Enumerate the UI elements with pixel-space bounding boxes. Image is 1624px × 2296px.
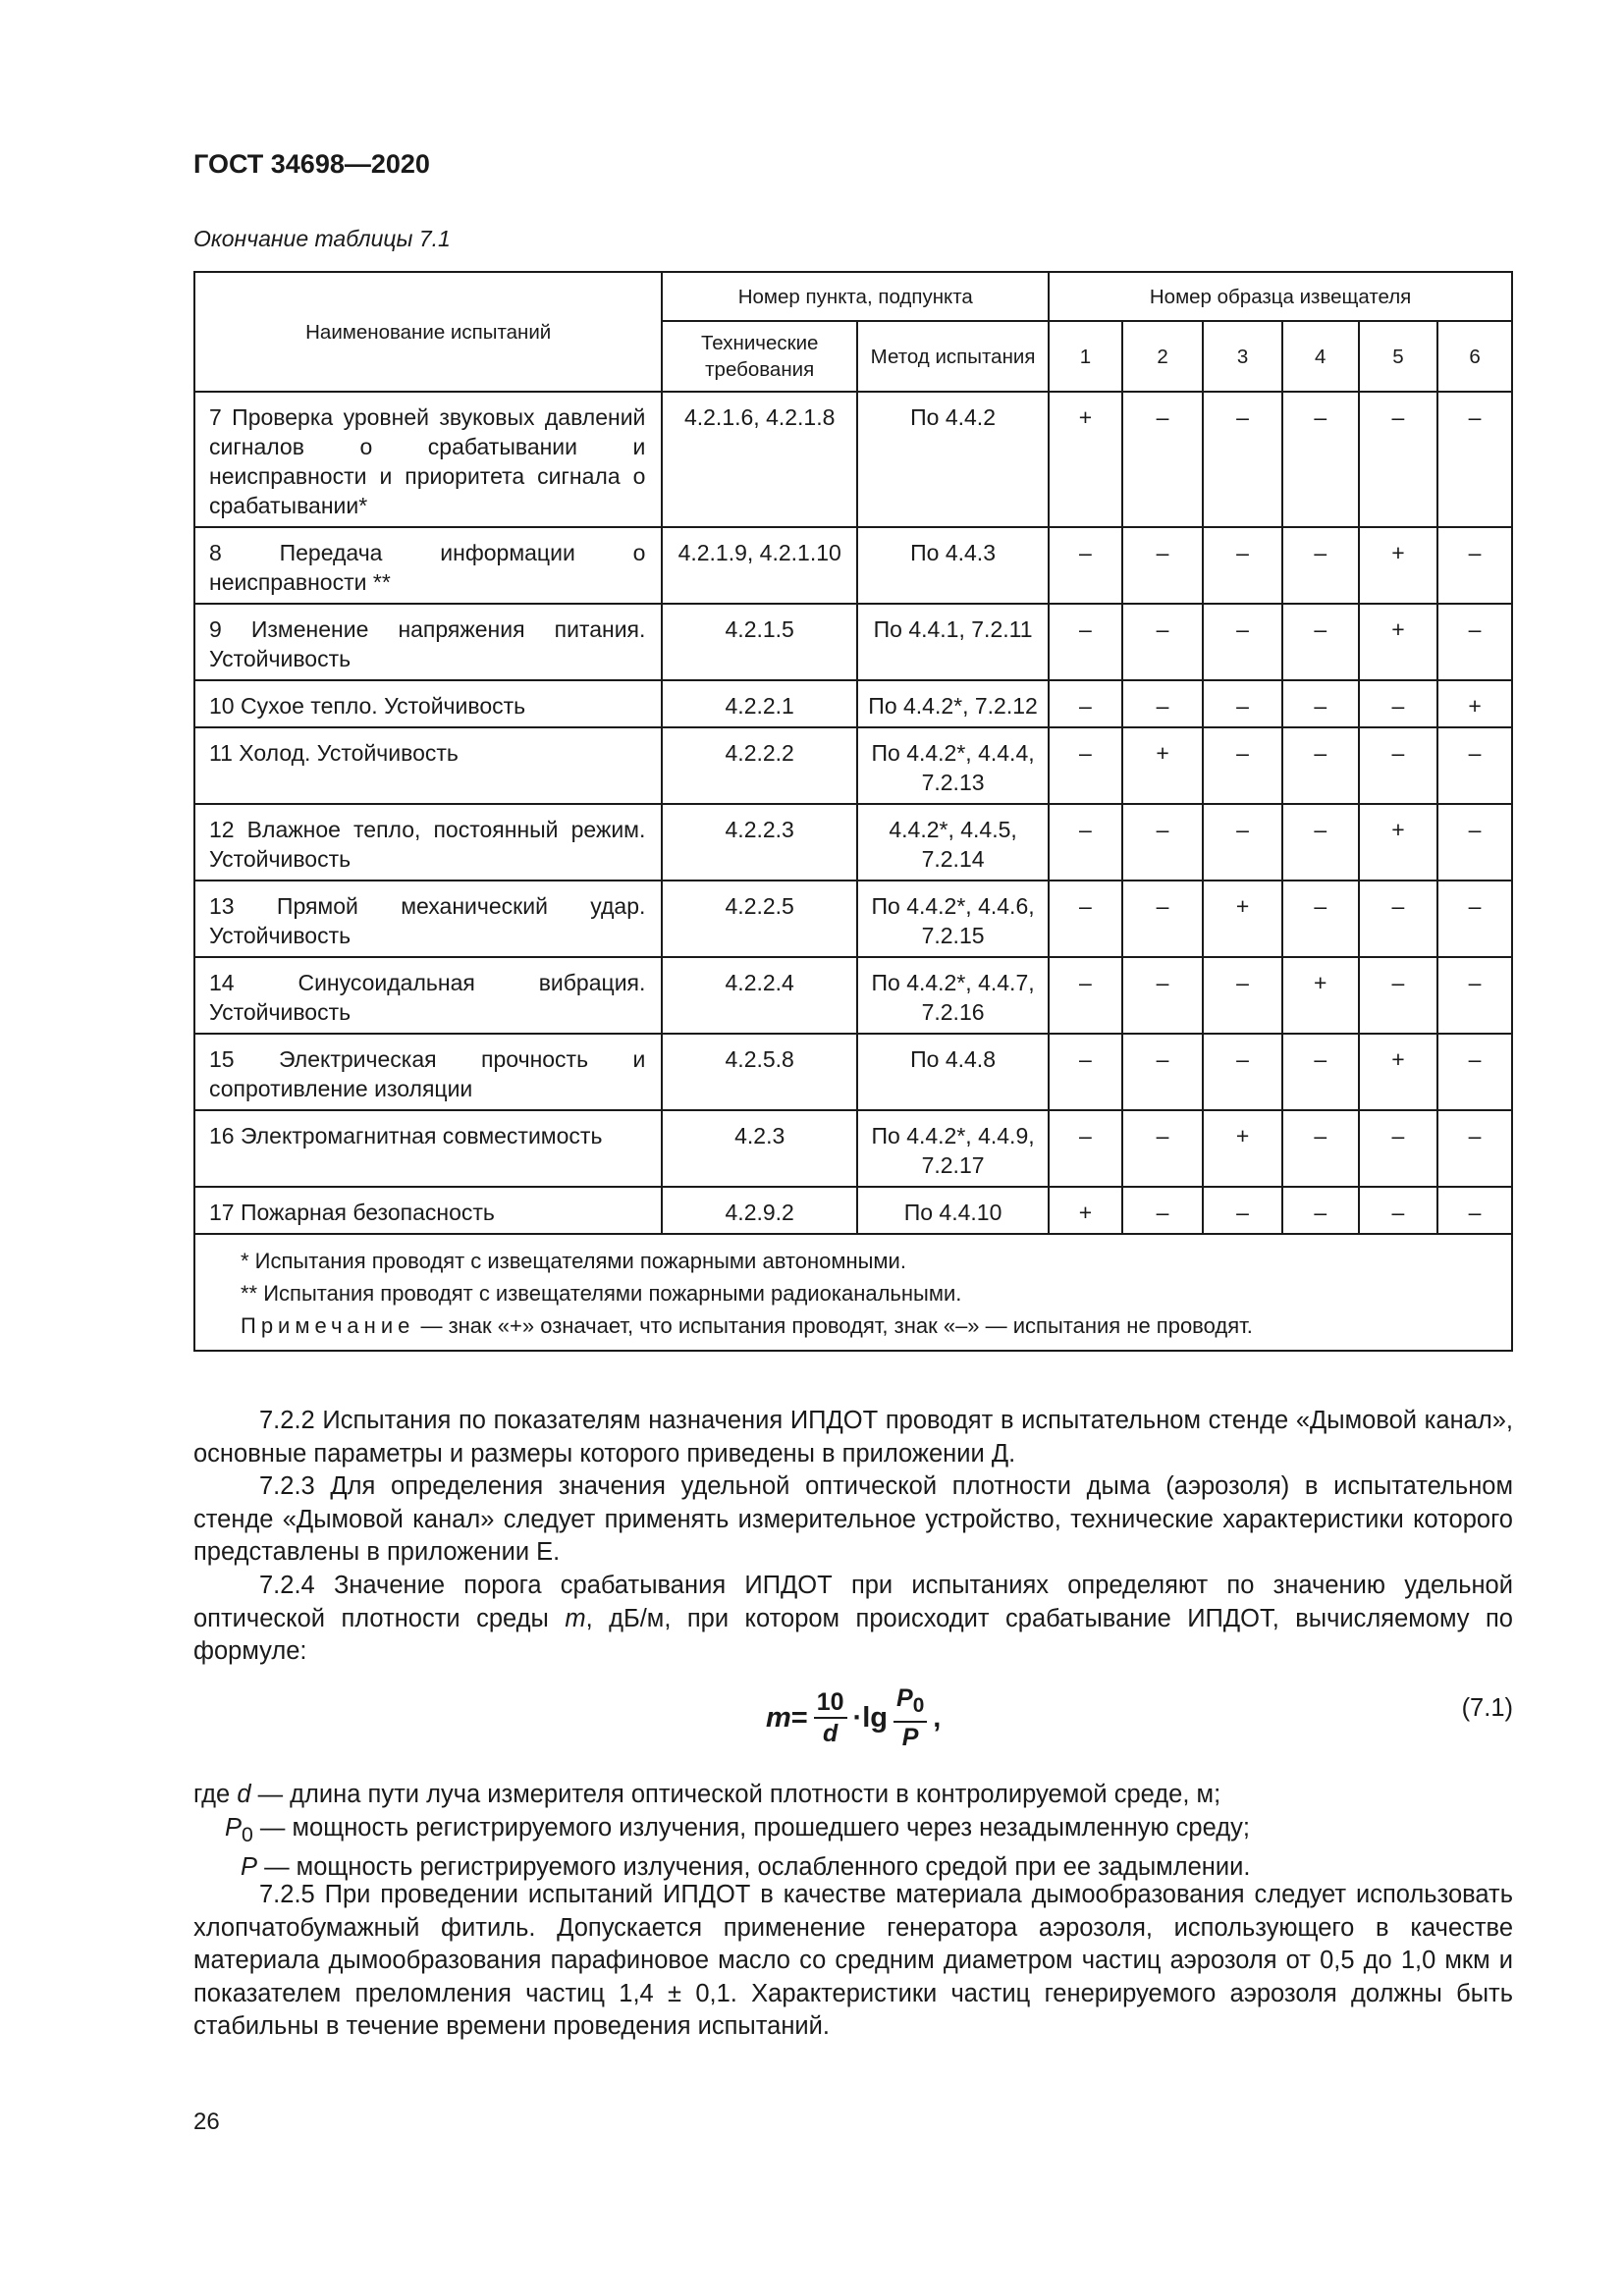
fraction-numerator: 10 [814, 1687, 847, 1719]
sample-1-mark-cell: – [1049, 680, 1122, 727]
document-code-header: ГОСТ 34698—2020 [193, 149, 430, 179]
sample-4-mark-cell: – [1282, 804, 1359, 881]
sample-6-mark-cell: + [1437, 680, 1512, 727]
sample-6-mark-cell: – [1437, 604, 1512, 680]
legend-p0 [193, 1812, 1513, 1852]
formula-p0-symbol: P [896, 1684, 913, 1712]
fraction-p0-over-p [893, 1683, 927, 1752]
sample-6-mark-cell: – [1437, 392, 1512, 527]
sample-6-mark-cell: – [1437, 804, 1512, 881]
sample-3-mark-cell: – [1203, 957, 1281, 1034]
legend-d-symbol: d [237, 1781, 251, 1808]
sample-5-mark-cell: + [1359, 604, 1437, 680]
test-name-cell: 9 Изменение напряжения питания. Устойчивость [194, 604, 662, 680]
tech-requirement-cell: 4.2.9.2 [662, 1187, 857, 1234]
sample-3-mark-cell: – [1203, 804, 1281, 881]
test-method-cell: По 4.4.2 [857, 392, 1049, 527]
table-row [194, 1187, 1512, 1234]
tech-requirement-cell: 4.2.1.5 [662, 604, 857, 680]
tech-requirement-cell: 4.2.2.1 [662, 680, 857, 727]
test-name-cell: 10 Сухое тепло. Устойчивость [194, 680, 662, 727]
sample-5-mark-cell: – [1359, 1110, 1437, 1187]
paragraph-7-2-3-text: 7.2.3 Для определения значения удельной оптической плотности дыма (аэрозоля) в испытательном стенде «Дымовой канал» следует применять измерительное устройство, технические характеристики которого представлены в приложении Е. [193, 1472, 1513, 1566]
tech-requirement-cell: 4.2.3 [662, 1110, 857, 1187]
sample-5-mark-cell: – [1359, 680, 1437, 727]
test-name-cell: 7 Проверка уровней звуковых давлений сигналов о срабатывании и неисправности и приоритета сигнала о срабатывании* [194, 392, 662, 527]
header-test-name: Наименование испытаний [194, 272, 662, 392]
sample-2-mark-cell: – [1122, 804, 1204, 881]
test-name-cell: 11 Холод. Устойчивость [194, 727, 662, 804]
paragraph-7-2-5-text: 7.2.5 При проведении испытаний ИПДОТ в качестве материала дымообразования следует использовать хлопчатобумажный фитиль. Допускается применение генератора аэрозоля, использующего в качестве материала дымообразования парафиновое масло со средним диаметром частиц аэрозоля от 0,5 до 1,0 мкм и показателем преломления частиц 1,4 ± 0,1. Характеристики частиц генерируемого аэрозоля должны быть стабильны в течение времени проведения испытаний. [193, 1881, 1513, 2040]
footnote-autonomous: * Испытания проводят с извещателями пожарными автономными. [241, 1249, 906, 1273]
sample-5-mark-cell: – [1359, 881, 1437, 957]
test-method-cell: По 4.4.2*, 4.4.9, 7.2.17 [857, 1110, 1049, 1187]
sample-1-mark-cell: – [1049, 1110, 1122, 1187]
sample-4-mark-cell: – [1282, 392, 1359, 527]
sample-1-mark-cell: – [1049, 957, 1122, 1034]
sample-2-mark-cell: – [1122, 957, 1204, 1034]
legend-p-symbol: P [241, 1853, 258, 1882]
sample-4-mark-cell: – [1282, 727, 1359, 804]
sample-3-mark-cell: – [1203, 527, 1281, 604]
tech-requirement-cell: 4.2.2.2 [662, 727, 857, 804]
page-number: 26 [193, 2109, 220, 2135]
test-method-cell: По 4.4.3 [857, 527, 1049, 604]
sample-6-mark-cell: – [1437, 1110, 1512, 1187]
sample-3-mark-cell: – [1203, 680, 1281, 727]
fraction-p0 [893, 1683, 927, 1723]
test-name-cell: 13 Прямой механический удар. Устойчивость [194, 881, 662, 957]
sample-4-mark-cell: – [1282, 1110, 1359, 1187]
header-tech-requirements: Технические требования [662, 321, 857, 392]
legend-p-text: — мощность регистрируемого излучения, ослабленного средой при ее задымлении. [257, 1853, 1251, 1882]
sample-1-mark-cell: – [1049, 527, 1122, 604]
sample-4-mark-cell: – [1282, 1034, 1359, 1110]
header-sample-6: 6 [1437, 321, 1512, 392]
tech-requirement-cell: 4.2.1.9, 4.2.1.10 [662, 527, 857, 604]
sample-2-mark-cell: + [1122, 727, 1204, 804]
sample-6-mark-cell: – [1437, 1187, 1512, 1234]
header-clause-group: Номер пункта, подпункта [662, 272, 1049, 321]
header-sample-2: 2 [1122, 321, 1204, 392]
formula-lg: lg [862, 1701, 888, 1734]
sample-2-mark-cell: – [1122, 527, 1204, 604]
legend-p0-symbol: P [225, 1813, 243, 1842]
header-sample-1: 1 [1049, 321, 1122, 392]
sample-1-mark-cell: – [1049, 1034, 1122, 1110]
test-name-cell: 8 Передача информации о неисправности ** [194, 527, 662, 604]
sample-1-mark-cell: – [1049, 804, 1122, 881]
sample-3-mark-cell: – [1203, 392, 1281, 527]
table-row [194, 957, 1512, 1034]
test-name-cell: 16 Электромагнитная совместимость [194, 1110, 662, 1187]
fraction-denominator: d [823, 1720, 839, 1747]
sample-6-mark-cell: – [1437, 957, 1512, 1034]
sample-1-mark-cell: + [1049, 392, 1122, 527]
sample-2-mark-cell: – [1122, 1110, 1204, 1187]
test-name-cell: 17 Пожарная безопасность [194, 1187, 662, 1234]
table-row [194, 392, 1512, 527]
table-row [194, 1110, 1512, 1187]
header-test-method: Метод испытания [857, 321, 1049, 392]
tech-requirement-cell: 4.2.2.5 [662, 881, 857, 957]
table-row [194, 727, 1512, 804]
test-name-cell: 15 Электрическая прочность и сопротивление изоляции [194, 1034, 662, 1110]
sample-1-mark-cell: + [1049, 1187, 1122, 1234]
sample-2-mark-cell: – [1122, 392, 1204, 527]
fraction-10-over-d [814, 1687, 847, 1748]
paragraph-7-2-4-text [193, 1570, 1513, 1669]
sample-4-mark-cell: + [1282, 957, 1359, 1034]
paragraph-7-2-3 [193, 1470, 1513, 1570]
sample-4-mark-cell: – [1282, 680, 1359, 727]
sample-1-mark-cell: – [1049, 727, 1122, 804]
legend-p0-subscript: 0 [242, 1822, 253, 1846]
footnote-radio: ** Испытания проводят с извещателями пожарными радиоканальными. [241, 1281, 962, 1306]
sample-5-mark-cell: – [1359, 392, 1437, 527]
sample-4-mark-cell: – [1282, 527, 1359, 604]
test-method-cell: По 4.4.2*, 7.2.12 [857, 680, 1049, 727]
sample-5-mark-cell: – [1359, 727, 1437, 804]
sample-5-mark-cell: + [1359, 527, 1437, 604]
sample-1-mark-cell: – [1049, 881, 1122, 957]
sample-4-mark-cell: – [1282, 1187, 1359, 1234]
legend-d [193, 1779, 1513, 1812]
formula-equals: = [790, 1701, 808, 1734]
legend-d-text: — длина пути луча измерителя оптической плотности в контролируемой среде, м; [250, 1781, 1221, 1808]
table-row [194, 1034, 1512, 1110]
paragraph-7-2-5 [193, 1879, 1513, 2044]
sample-4-mark-cell: – [1282, 881, 1359, 957]
test-name-cell: 12 Влажное тепло, постоянный режим. Устойчивость [194, 804, 662, 881]
sample-2-mark-cell: – [1122, 604, 1204, 680]
tech-requirement-cell: 4.2.1.6, 4.2.1.8 [662, 392, 857, 527]
table-row [194, 881, 1512, 957]
sample-3-mark-cell: + [1203, 1110, 1281, 1187]
legend-where: где [193, 1781, 238, 1808]
test-method-cell: 4.4.2*, 4.4.5, 7.2.14 [857, 804, 1049, 881]
header-sample-group: Номер образца извещателя [1049, 272, 1512, 321]
header-sample-4: 4 [1282, 321, 1359, 392]
formula-7-1 [766, 1683, 941, 1752]
test-method-cell: По 4.4.8 [857, 1034, 1049, 1110]
sample-1-mark-cell: – [1049, 604, 1122, 680]
tech-requirement-cell: 4.2.5.8 [662, 1034, 857, 1110]
table-footnotes [194, 1234, 1512, 1351]
note-text: — знак «+» означает, что испытания проводят, знак «–» — испытания не проводят. [414, 1313, 1253, 1338]
table-body [194, 392, 1512, 1351]
legend-p0-text: — мощность регистрируемого излучения, прошедшего через незадымленную среду; [252, 1813, 1250, 1842]
formula-dot: · [852, 1701, 863, 1734]
sample-5-mark-cell: + [1359, 804, 1437, 881]
table-row [194, 804, 1512, 881]
table-row [194, 527, 1512, 604]
formula-lhs: m [766, 1701, 791, 1734]
tech-requirement-cell: 4.2.2.3 [662, 804, 857, 881]
formula-legend [193, 1779, 1513, 1885]
paragraph-7-2-4 [193, 1570, 1513, 1669]
sample-3-mark-cell: – [1203, 604, 1281, 680]
test-method-cell: По 4.4.10 [857, 1187, 1049, 1234]
sample-5-mark-cell: – [1359, 957, 1437, 1034]
table-note [241, 1309, 1497, 1342]
variable-m: m [565, 1604, 586, 1632]
test-method-cell: По 4.4.2*, 4.4.4, 7.2.13 [857, 727, 1049, 804]
paragraph-7-2-4-part-b: , дБ/м, при котором происходит срабатывание ИПДОТ, вычисляемому по формуле: [193, 1604, 1513, 1665]
fraction-p: P [901, 1724, 919, 1751]
table-footnotes-row [194, 1234, 1512, 1351]
sample-3-mark-cell: – [1203, 1034, 1281, 1110]
header-sample-5: 5 [1359, 321, 1437, 392]
test-method-cell: По 4.4.2*, 4.4.6, 7.2.15 [857, 881, 1049, 957]
sample-3-mark-cell: – [1203, 1187, 1281, 1234]
sample-6-mark-cell: – [1437, 727, 1512, 804]
paragraph-7-2-2-text: 7.2.2 Испытания по показателям назначения ИПДОТ проводят в испытательном стенде «Дымовой канал», основные параметры и размеры которого приведены в приложении Д. [193, 1407, 1513, 1468]
table-caption: Окончание таблицы 7.1 [193, 226, 451, 251]
paragraph-7-2-4-part-a: 7.2.4 Значение порога срабатывания ИПДОТ при испытаниях определяют по значению удельной оптической плотности среды [193, 1572, 1513, 1632]
formula-comma: , [933, 1701, 942, 1734]
sample-2-mark-cell: – [1122, 680, 1204, 727]
table-row [194, 604, 1512, 680]
tech-requirement-cell: 4.2.2.4 [662, 957, 857, 1034]
sample-3-mark-cell: – [1203, 727, 1281, 804]
sample-3-mark-cell: + [1203, 881, 1281, 957]
sample-2-mark-cell: – [1122, 1187, 1204, 1234]
sample-2-mark-cell: – [1122, 1034, 1204, 1110]
sample-6-mark-cell: – [1437, 527, 1512, 604]
test-method-cell: По 4.4.1, 7.2.11 [857, 604, 1049, 680]
sample-2-mark-cell: – [1122, 881, 1204, 957]
test-name-cell: 14 Синусоидальная вибрация. Устойчивость [194, 957, 662, 1034]
tests-table [193, 271, 1513, 1352]
test-method-cell: По 4.4.2*, 4.4.7, 7.2.16 [857, 957, 1049, 1034]
sample-5-mark-cell: – [1359, 1187, 1437, 1234]
formula-number: (7.1) [1461, 1694, 1513, 1722]
header-sample-3: 3 [1203, 321, 1281, 392]
sample-5-mark-cell: + [1359, 1034, 1437, 1110]
sample-6-mark-cell: – [1437, 1034, 1512, 1110]
note-label: Примечание [241, 1313, 415, 1338]
sample-6-mark-cell: – [1437, 881, 1512, 957]
table-row [194, 680, 1512, 727]
sample-4-mark-cell: – [1282, 604, 1359, 680]
paragraph-7-2-2 [193, 1405, 1513, 1470]
formula-p0-subscript: 0 [912, 1694, 925, 1717]
